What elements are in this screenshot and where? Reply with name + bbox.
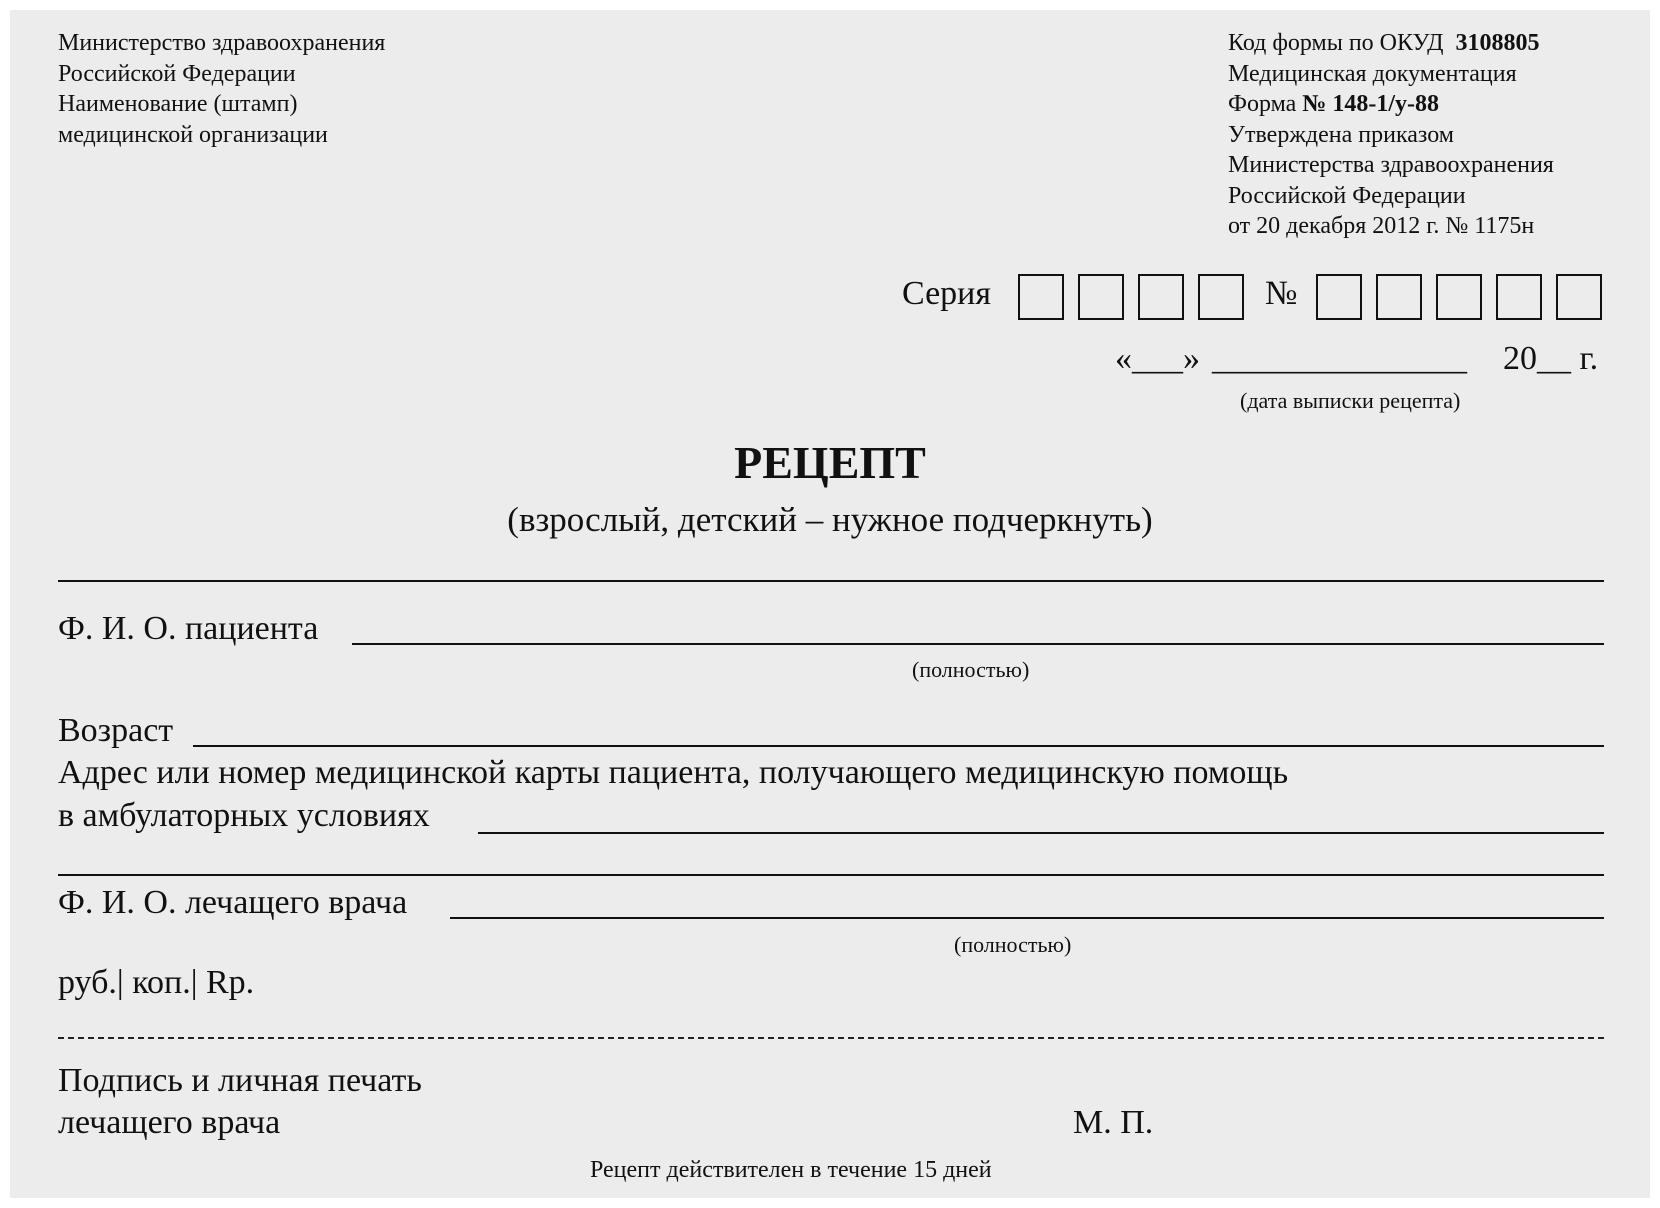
number-box[interactable]	[1376, 274, 1422, 320]
approved-order: от 20 декабря 2012 г. № 1175н	[1228, 213, 1535, 239]
form-label: Форма	[1228, 91, 1297, 117]
form-subtitle: (взрослый, детский – нужное подчеркнуть)	[507, 500, 1153, 539]
date-month[interactable]: _______________	[1212, 340, 1467, 377]
patient-name-hint: (полностью)	[912, 657, 1030, 682]
divider	[58, 580, 1604, 582]
number-sign: №	[1265, 275, 1298, 312]
doctor-name-label: Ф. И. О. лечащего врача	[58, 884, 408, 921]
form-info-block	[1228, 28, 1554, 242]
date-day[interactable]: «___»	[1115, 340, 1200, 377]
number-box[interactable]	[1316, 274, 1362, 320]
issuer-organization: медицинской организации	[58, 121, 328, 148]
series-box[interactable]	[1138, 274, 1184, 320]
approved-federation: Российской Федерации	[1228, 182, 1466, 209]
validity-note: Рецепт действителен в течение 15 дней	[590, 1157, 992, 1183]
stamp-place: М. П.	[1073, 1104, 1154, 1141]
okud-code: 3108805	[1455, 30, 1540, 56]
number-box[interactable]	[1496, 274, 1542, 320]
doctor-name-hint: (полностью)	[954, 932, 1072, 957]
age-field[interactable]	[193, 745, 1604, 747]
issuer-stamp-label: Наименование (штамп)	[58, 91, 298, 117]
doctor-name-field[interactable]	[450, 917, 1604, 919]
date-year[interactable]: 20__ г.	[1503, 340, 1599, 377]
date-caption: (дата выписки рецепта)	[1240, 388, 1461, 413]
patient-name-label: Ф. И. О. пациента	[58, 610, 319, 647]
divider	[58, 874, 1604, 876]
price-rp-label: руб.| коп.| Rp.	[58, 964, 255, 1001]
form-row	[1228, 89, 1554, 120]
number-box[interactable]	[1556, 274, 1602, 320]
series-box[interactable]	[1018, 274, 1064, 320]
series-box[interactable]	[1078, 274, 1124, 320]
tear-line	[58, 1037, 1604, 1039]
form-number: № 148-1/у-88	[1302, 91, 1440, 117]
age-label: Возраст	[58, 712, 174, 749]
okud-row	[1228, 28, 1554, 59]
signature-label-cont: лечащего врача	[58, 1104, 281, 1141]
issuer-ministry: Министерство здравоохранения	[58, 30, 386, 56]
docs-type: Медицинская документация	[1228, 60, 1517, 87]
okud-label: Код формы по ОКУД	[1228, 30, 1444, 56]
patient-name-field[interactable]	[352, 643, 1604, 645]
approved-by: Утверждена приказом	[1228, 121, 1454, 148]
address-label: Адрес или номер медицинской карты пациента, получающего медицинскую помощь	[58, 754, 1289, 791]
series-label: Серия	[902, 275, 992, 312]
issuer-federation: Российской Федерации	[58, 60, 296, 87]
form-title: РЕЦЕПТ	[734, 437, 926, 488]
number-box[interactable]	[1436, 274, 1482, 320]
address-field[interactable]	[478, 832, 1604, 834]
address-label-cont: в амбулаторных условиях	[58, 797, 430, 834]
series-box[interactable]	[1198, 274, 1244, 320]
approved-ministry: Министерства здравоохранения	[1228, 152, 1554, 178]
issuer-block	[58, 28, 385, 150]
signature-label: Подпись и личная печать	[58, 1062, 422, 1099]
